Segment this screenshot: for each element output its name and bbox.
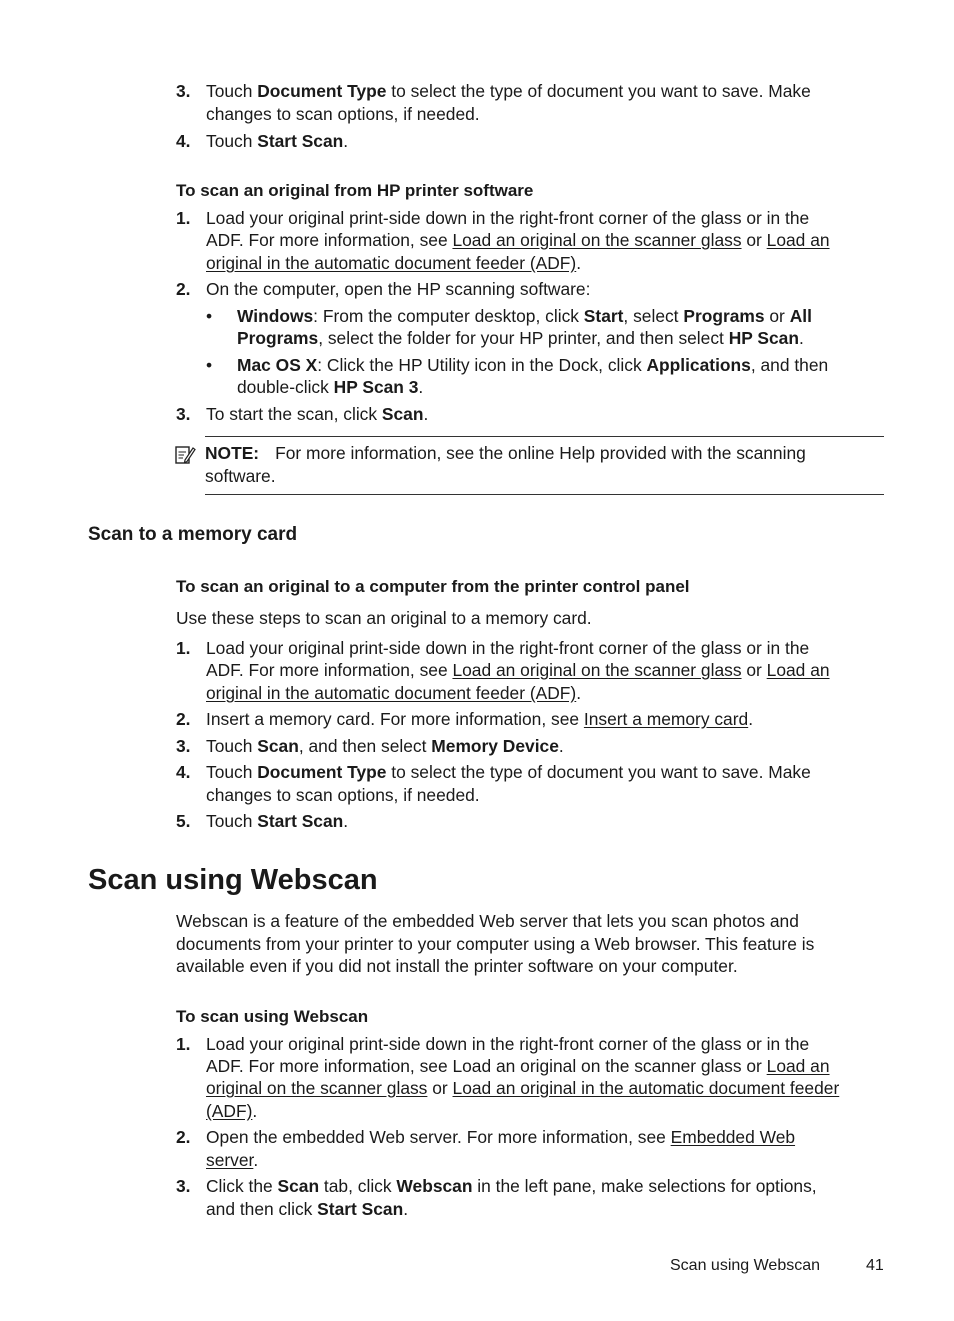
- bullet-text-windows: Programs, select the folder for your HP printer, and then select HP Scan.: [237, 328, 804, 348]
- link-load-original-glass[interactable]: Load an original on the scanner glass: [452, 660, 742, 680]
- step-text: original in the automatic document feeder (ADF).: [206, 253, 582, 273]
- step-text: On the computer, open the HP scanning software:: [206, 279, 591, 299]
- bullet: •: [206, 355, 213, 375]
- step-text: Load your original print-side down in the right-front corner of the glass or in the: [206, 1034, 810, 1054]
- section-title: Scan to a memory card: [88, 524, 298, 545]
- step-text: Click the Scan tab, click Webscan in the left pane, make selections for options,: [206, 1176, 817, 1196]
- step-number: 2.: [176, 279, 191, 299]
- link-load-original-glass[interactable]: Load an: [766, 1056, 830, 1076]
- step-text: ADF. For more information, see Load an original on the scanner glass or Load an: [206, 1056, 830, 1076]
- step-number: 2.: [176, 709, 191, 729]
- step-text: changes to scan options, if needed.: [206, 104, 480, 124]
- bullet: •: [206, 306, 213, 326]
- step-number: 5.: [176, 811, 191, 831]
- step-number: 1.: [176, 208, 191, 228]
- step-text: ADF. For more information, see Load an original on the scanner glass or Load an: [206, 230, 830, 250]
- page-number: 41: [866, 1257, 884, 1274]
- bullet-text-mac: double-click HP Scan 3.: [237, 377, 424, 397]
- step-text: Insert a memory card. For more information, see Insert a memory card.: [206, 709, 754, 729]
- step-text: ADF. For more information, see Load an original on the scanner glass or Load an: [206, 660, 830, 680]
- note-rule-top: [205, 436, 884, 437]
- step-text: original on the scanner glass or Load an original in the automatic document feeder: [206, 1078, 840, 1098]
- link-load-original-adf[interactable]: Load an: [766, 230, 830, 250]
- step-text: (ADF).: [206, 1101, 258, 1121]
- note-text: software.: [205, 466, 276, 486]
- link-embedded-web-server[interactable]: server: [206, 1150, 254, 1170]
- step-text: original in the automatic document feeder (ADF).: [206, 683, 582, 703]
- step-text: Touch Start Scan.: [206, 811, 349, 831]
- link-insert-memory-card[interactable]: Insert a memory card: [583, 709, 749, 729]
- note-pencil-icon: [174, 444, 196, 466]
- note-rule-bottom: [205, 494, 884, 495]
- step-text: Open the embedded Web server. For more information, see Embedded Web: [206, 1127, 796, 1147]
- procedure-heading: To scan an original to a computer from the printer control panel: [176, 577, 690, 596]
- procedure-heading: To scan an original from HP printer software: [176, 181, 534, 200]
- step-text: changes to scan options, if needed.: [206, 785, 480, 805]
- step-number: 3.: [176, 404, 191, 424]
- step-number: 3.: [176, 736, 191, 756]
- step-text: Touch Scan, and then select Memory Device.: [206, 736, 564, 756]
- step-number: 1.: [176, 638, 191, 658]
- step-number: 4.: [176, 762, 191, 782]
- link-embedded-web-server[interactable]: Embedded Web: [670, 1127, 796, 1147]
- intro-text: available even if you did not install the printer software on your computer.: [176, 956, 738, 976]
- step-number: 2.: [176, 1127, 191, 1147]
- link-load-original-adf[interactable]: Load an: [766, 660, 830, 680]
- link-load-original-adf[interactable]: Load an original in the automatic document feeder: [452, 1078, 840, 1098]
- step-text: Touch Start Scan.: [206, 131, 349, 151]
- page-title: Scan using Webscan: [88, 864, 378, 896]
- footer-section-title: Scan using Webscan: [670, 1257, 821, 1274]
- intro-text: documents from your printer to your computer using a Web browser. This feature is: [176, 934, 815, 954]
- link-load-original-glass[interactable]: original on the scanner glass: [206, 1078, 428, 1098]
- step-text: and then click Start Scan.: [206, 1199, 409, 1219]
- procedure-heading: To scan using Webscan: [176, 1007, 369, 1026]
- step-text: To start the scan, click Scan.: [206, 404, 429, 424]
- link-load-original-adf[interactable]: original in the automatic document feeder (ADF): [206, 253, 577, 273]
- step-text: Load your original print-side down in the right-front corner of the glass or in the: [206, 208, 810, 228]
- step-number: 3.: [176, 81, 191, 101]
- step-number: 4.: [176, 131, 191, 151]
- step-number: 1.: [176, 1034, 191, 1054]
- intro-text: Webscan is a feature of the embedded Web server that lets you scan photos and: [176, 911, 799, 931]
- step-text: Load your original print-side down in the right-front corner of the glass or in the: [206, 638, 810, 658]
- step-text: Touch Document Type to select the type of document you want to save. Make: [206, 762, 811, 782]
- step-text: server.: [206, 1150, 259, 1170]
- step-text: Touch Document Type to select the type of document you want to save. Make: [206, 81, 811, 101]
- link-load-original-glass[interactable]: Load an original on the scanner glass: [452, 230, 742, 250]
- note-text: NOTE: For more information, see the online Help provided with the scanning: [205, 443, 806, 463]
- step-number: 3.: [176, 1176, 191, 1196]
- link-load-original-adf[interactable]: original in the automatic document feeder (ADF): [206, 683, 577, 703]
- bullet-text-mac: Mac OS X: Click the HP Utility icon in the Dock, click Applications, and then: [237, 355, 829, 375]
- link-load-original-adf[interactable]: (ADF): [206, 1101, 253, 1121]
- intro-text: Use these steps to scan an original to a memory card.: [176, 608, 592, 628]
- bullet-text-windows: Windows: From the computer desktop, click Start, select Programs or All: [237, 306, 812, 326]
